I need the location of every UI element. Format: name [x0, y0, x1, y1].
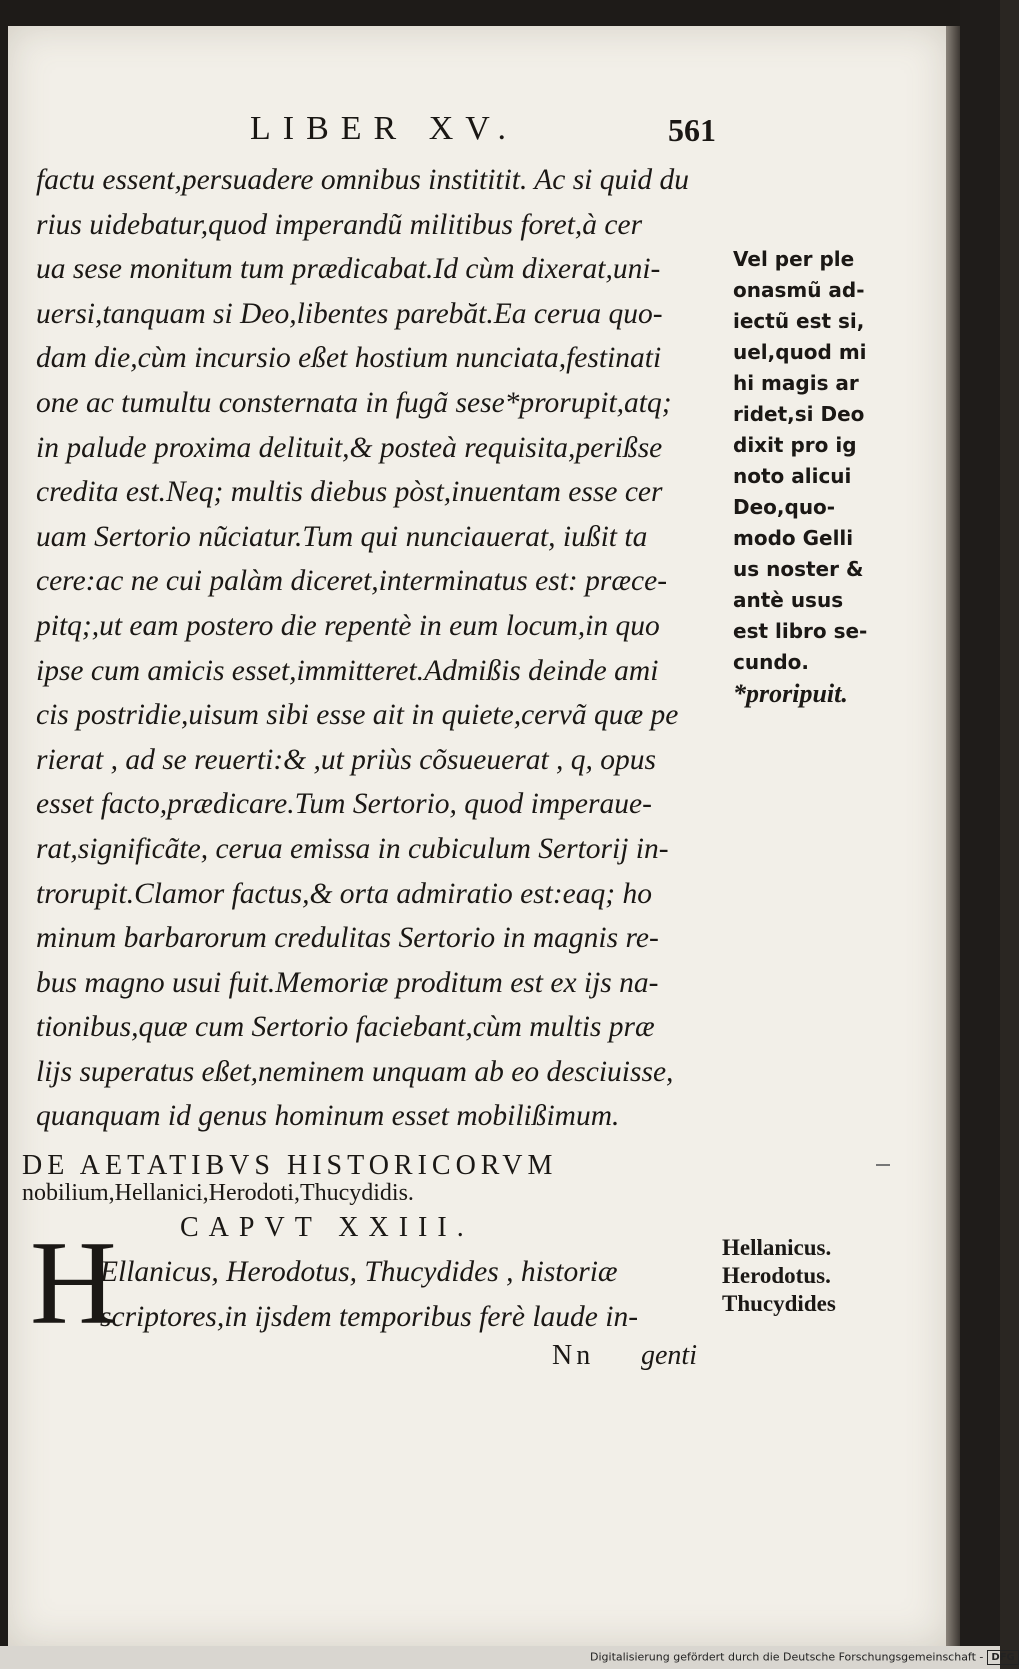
text-line: in palude proxima delituit,& posteà requisita,perißse	[36, 431, 663, 464]
marginal-line: ridet,si Deo	[733, 402, 865, 426]
marginal-line: modo Gelli	[733, 526, 854, 550]
marginal-line: Vel per ple	[733, 247, 855, 271]
text-line: cis postridie,uisum sibi esse ait in quiete,cervã quæ pe	[36, 699, 679, 732]
chapter-line: Ellanicus, Herodotus, Thucydides , historiæ	[100, 1256, 618, 1288]
catchword: genti	[641, 1340, 697, 1371]
marginal-line: noto alicui	[733, 464, 852, 488]
text-line: esset facto,prædicare.Tum Sertorio, quod imperaue-	[36, 788, 652, 821]
marginal-line: iectũ est si,	[733, 309, 865, 333]
marginal-names	[722, 1234, 902, 1318]
running-head: LIBER XV.	[250, 110, 518, 147]
text-line: pitq;,ut eam postero die repentè in eum locum,in quo	[36, 609, 660, 642]
text-line: quanquam id genus hominum esset mobilißimum.	[36, 1100, 620, 1133]
page-edge	[946, 26, 960, 1646]
marginal-line: hi magis ar	[733, 371, 859, 395]
text-line: rierat , ad se reuerti:& ,ut priùs cõsueuerat , q, opus	[36, 743, 657, 776]
chapter-heading: DE AETATIBVS HISTORICORVM	[22, 1150, 558, 1181]
chapter-line: scriptores,in ijsdem temporibus ferè laude in-	[100, 1301, 639, 1333]
marginal-line: us noster &	[733, 557, 864, 581]
text-line: ua sese monitum tum prædicabat.Id cùm dixerat,uni-	[36, 253, 661, 286]
marginal-line: est libro se-	[733, 619, 868, 643]
body-text	[36, 158, 736, 1139]
page-number: 561	[668, 112, 716, 148]
text-line: rius uidebatur,quod imperandũ militibus foret,à cer	[36, 208, 643, 241]
marginal-line: Deo,quo-	[733, 495, 836, 519]
signature-mark: Nn	[552, 1340, 595, 1371]
footer-credit-text: Digitalisierung gefördert durch die Deutsche Forschungsgemeinschaft -	[590, 1650, 984, 1664]
text-line: tionibus,quæ cum Sertorio faciebant,cùm multis præ	[36, 1011, 655, 1044]
marginal-note	[733, 244, 893, 709]
marginal-line: onasmũ ad-	[733, 278, 865, 302]
chapter-subheading: nobilium,Hellanici,Herodoti,Thucydidis.	[22, 1180, 414, 1206]
text-line: bus magno usui fuit.Memoriæ proditum est ex ijs na-	[36, 966, 659, 999]
marginal-line: cundo.	[733, 650, 809, 674]
marginal-name: Herodotus.	[722, 1263, 831, 1288]
marginal-line: uel,quod mi	[733, 340, 867, 364]
text-line: ipse cum amicis esset,immitteret.Admißis deinde ami	[36, 654, 659, 687]
text-line: factu essent,persuadere omnibus instititit. Ac si quid du	[36, 164, 690, 196]
text-line: cere:ac ne cui palàm diceret,interminatus est: præce-	[36, 565, 668, 598]
chapter-number: CAPVT XXIII.	[180, 1212, 474, 1243]
marginal-line: antè usus	[733, 588, 844, 612]
text-line: uersi,tanquam si Deo,libentes parebăt.Ea cerua quo-	[36, 297, 663, 330]
text-line: one ac tumultu consternata in fugã sese*prorupit,atq;	[36, 386, 672, 419]
marginal-name: Hellanicus.	[722, 1235, 832, 1260]
dfg-logo: DFG	[987, 1650, 1018, 1665]
footer-credit	[590, 1650, 1019, 1665]
marginal-line: dixit pro ig	[733, 433, 857, 457]
text-line: lijs superatus eßet,neminem unquam ab eo desciuisse,	[36, 1055, 674, 1088]
text-line: credita est.Neq; multis diebus pòst,inuentam esse cer	[36, 476, 663, 509]
text-line: trorupit.Clamor factus,& orta admiratio est:eaq; ho	[36, 877, 652, 910]
marginal-variant: *proripuit.	[733, 679, 848, 708]
margin-dash	[876, 1164, 890, 1166]
marginal-name: Thucydides	[722, 1291, 836, 1316]
chapter-text	[100, 1250, 740, 1340]
text-line: dam die,cùm incursio eßet hostium nunciata,festinati	[36, 342, 662, 375]
text-line: rat,significãte, cerua emissa in cubiculum Sertorij in-	[36, 832, 669, 865]
text-line: minum barbarorum credulitas Sertorio in magnis re-	[36, 922, 659, 955]
scan-margin-right	[960, 0, 1000, 1669]
text-line: uam Sertorio nũciatur.Tum qui nunciauerat, iußit ta	[36, 520, 648, 553]
drop-initial: H	[30, 1216, 117, 1349]
